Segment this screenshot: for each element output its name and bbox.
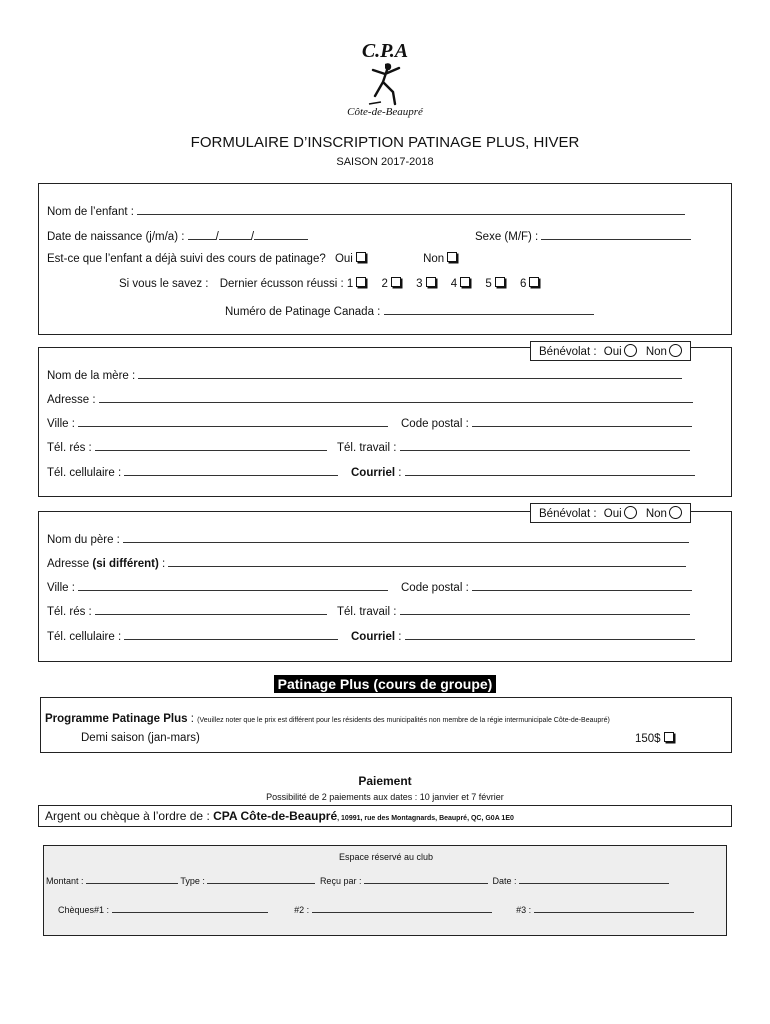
payable-label: Argent ou chèque à l’ordre de : bbox=[45, 809, 210, 823]
father-city-field[interactable] bbox=[78, 579, 388, 591]
father-address-note: (si différent) bbox=[92, 558, 159, 570]
father-email-label: Courriel bbox=[351, 631, 396, 643]
mother-volunteer-label: Bénévolat : bbox=[539, 346, 597, 358]
badge-checkbox[interactable] bbox=[529, 277, 539, 287]
mother-postal-field[interactable] bbox=[472, 415, 692, 427]
father-address-colon: : bbox=[158, 558, 166, 570]
child-section bbox=[38, 183, 732, 335]
program-label: Programme Patinage Plus bbox=[45, 713, 188, 725]
type-field[interactable] bbox=[207, 874, 315, 884]
father-volunteer-box bbox=[530, 503, 691, 523]
father-email-field[interactable] bbox=[405, 628, 695, 640]
badge-label: Dernier écusson réussi : bbox=[219, 278, 344, 290]
mother-cell-label: Tél. cellulaire : bbox=[47, 467, 122, 479]
mother-volunteer-box bbox=[530, 341, 691, 361]
badge-checkbox[interactable] bbox=[460, 277, 470, 287]
mother-address-field[interactable] bbox=[99, 391, 693, 403]
payee-name: CPA Côte-de-Beaupré bbox=[213, 809, 338, 823]
child-name-label: Nom de l’enfant : bbox=[47, 206, 134, 218]
mother-home-phone-field[interactable] bbox=[95, 439, 327, 451]
program-option-checkbox[interactable] bbox=[664, 732, 674, 742]
amount-field[interactable] bbox=[86, 874, 178, 884]
mother-volunteer-yes-radio[interactable] bbox=[624, 344, 637, 357]
skater-icon bbox=[365, 58, 405, 108]
badge-option-6: 6 bbox=[520, 278, 539, 290]
father-section bbox=[38, 511, 732, 662]
dob-label: Date de naissance (j/m/a) : bbox=[47, 231, 185, 243]
prior-yes-label: Oui bbox=[334, 253, 353, 265]
received-by-label: Reçu par : bbox=[319, 876, 362, 886]
badge-option-2: 2 bbox=[382, 278, 401, 290]
prior-yes-checkbox[interactable] bbox=[356, 252, 366, 262]
cheque1-field[interactable] bbox=[112, 903, 268, 913]
badge-option-3: 3 bbox=[416, 278, 435, 290]
prior-lessons-question: Est-ce que l’enfant a déjà suivi des cours de patinage? bbox=[47, 253, 326, 265]
payment-title: Paiement bbox=[358, 774, 412, 788]
logo-top-text: C.P.A bbox=[361, 40, 409, 62]
cheque2-label: #2 : bbox=[294, 905, 310, 915]
mother-email-field[interactable] bbox=[405, 464, 695, 476]
father-volunteer-no-radio[interactable] bbox=[669, 506, 682, 519]
program-box bbox=[40, 697, 732, 753]
cheque3-field[interactable] bbox=[534, 903, 694, 913]
father-volunteer-yes-label: Oui bbox=[603, 508, 622, 520]
father-home-phone-field[interactable] bbox=[95, 603, 327, 615]
father-address-field[interactable] bbox=[168, 555, 686, 567]
cheque1-label: Chèques#1 : bbox=[58, 905, 110, 915]
mother-name-label: Nom de la mère : bbox=[47, 370, 136, 382]
mother-postal-label: Code postal : bbox=[401, 418, 469, 430]
father-volunteer-yes-radio[interactable] bbox=[624, 506, 637, 519]
badge-option-5: 5 bbox=[485, 278, 504, 290]
badge-checkbox[interactable] bbox=[356, 277, 366, 287]
program-colon: : bbox=[187, 713, 194, 725]
program-price-note: (Veuillez noter que le prix est différent pour les résidents des municipalités non membre de la régie intermunicipale Côte-de-Beaupré) bbox=[197, 717, 610, 724]
date-label: Date : bbox=[492, 876, 517, 886]
father-postal-label: Code postal : bbox=[401, 582, 469, 594]
payment-box bbox=[38, 805, 732, 827]
dob-separator: / bbox=[215, 231, 219, 243]
prior-no-checkbox[interactable] bbox=[447, 252, 457, 262]
father-city-label: Ville : bbox=[47, 582, 75, 594]
father-name-label: Nom du père : bbox=[47, 534, 120, 546]
father-email-colon: : bbox=[395, 631, 402, 643]
child-name-field[interactable] bbox=[137, 203, 685, 215]
badge-checkbox[interactable] bbox=[495, 277, 505, 287]
mother-cell-field[interactable] bbox=[124, 464, 338, 476]
type-label: Type : bbox=[180, 876, 205, 886]
father-postal-field[interactable] bbox=[472, 579, 692, 591]
father-cell-label: Tél. cellulaire : bbox=[47, 631, 122, 643]
received-by-field[interactable] bbox=[364, 874, 488, 884]
mother-city-label: Ville : bbox=[47, 418, 75, 430]
mother-volunteer-no-label: Non bbox=[645, 346, 667, 358]
badge-option-1: 1 bbox=[347, 278, 366, 290]
amount-label: Montant : bbox=[46, 876, 84, 886]
cheque3-label: #3 : bbox=[516, 905, 532, 915]
date-field[interactable] bbox=[519, 874, 669, 884]
badge-checkbox[interactable] bbox=[391, 277, 401, 287]
skate-canada-label: Numéro de Patinage Canada : bbox=[225, 306, 381, 318]
mother-work-phone-field[interactable] bbox=[400, 439, 690, 451]
prior-no-label: Non bbox=[423, 253, 445, 265]
sex-label: Sexe (M/F) : bbox=[475, 231, 539, 243]
badge-checkbox[interactable] bbox=[426, 277, 436, 287]
father-volunteer-label: Bénévolat : bbox=[539, 508, 597, 520]
dob-day-field[interactable] bbox=[188, 228, 216, 240]
program-section-title: Patinage Plus (cours de groupe) bbox=[274, 675, 497, 693]
dob-year-field[interactable] bbox=[254, 228, 308, 240]
logo-bottom-text: Côte-de-Beaupré bbox=[347, 106, 423, 118]
program-option-price: 150$ bbox=[635, 733, 661, 745]
payee-address: , 10991, rue des Montagnards, Beaupré, QC, G0A 1E0 bbox=[337, 815, 514, 822]
club-reserved-section bbox=[43, 845, 727, 936]
mother-work-phone-label: Tél. travail : bbox=[337, 442, 397, 454]
mother-address-label: Adresse : bbox=[47, 394, 96, 406]
mother-home-phone-label: Tél. rés : bbox=[47, 442, 92, 454]
father-cell-field[interactable] bbox=[124, 628, 338, 640]
dob-month-field[interactable] bbox=[219, 228, 251, 240]
father-address-label: Adresse bbox=[47, 558, 93, 570]
mother-name-field[interactable] bbox=[138, 367, 682, 379]
skate-canada-field[interactable] bbox=[384, 303, 594, 315]
father-home-phone-label: Tél. rés : bbox=[47, 606, 92, 618]
mother-section bbox=[38, 347, 732, 497]
club-reserved-title: Espace réservé au club bbox=[338, 852, 434, 862]
father-volunteer-no-label: Non bbox=[645, 508, 667, 520]
cheque2-field[interactable] bbox=[312, 903, 492, 913]
form-title: FORMULAIRE D’INSCRIPTION PATINAGE PLUS, HIVER bbox=[190, 134, 580, 151]
mother-city-field[interactable] bbox=[78, 415, 388, 427]
mother-email-label: Courriel bbox=[351, 467, 396, 479]
payment-subtitle: Possibilité de 2 paiements aux dates : 10 janvier et 7 février bbox=[266, 792, 504, 802]
mother-volunteer-yes-label: Oui bbox=[603, 346, 622, 358]
form-subtitle: SAISON 2017-2018 bbox=[336, 156, 434, 168]
father-name-field[interactable] bbox=[123, 531, 689, 543]
badge-option-4: 4 bbox=[451, 278, 470, 290]
club-logo bbox=[330, 40, 440, 130]
mother-email-colon: : bbox=[395, 467, 402, 479]
program-section-heading bbox=[0, 676, 770, 694]
father-work-phone-label: Tél. travail : bbox=[337, 606, 397, 618]
mother-volunteer-no-radio[interactable] bbox=[669, 344, 682, 357]
if-known-label: Si vous le savez : bbox=[119, 278, 209, 290]
father-work-phone-field[interactable] bbox=[400, 603, 690, 615]
sex-field[interactable] bbox=[541, 228, 691, 240]
dob-separator: / bbox=[250, 231, 255, 243]
program-option-label: Demi saison (jan-mars) bbox=[81, 732, 200, 744]
